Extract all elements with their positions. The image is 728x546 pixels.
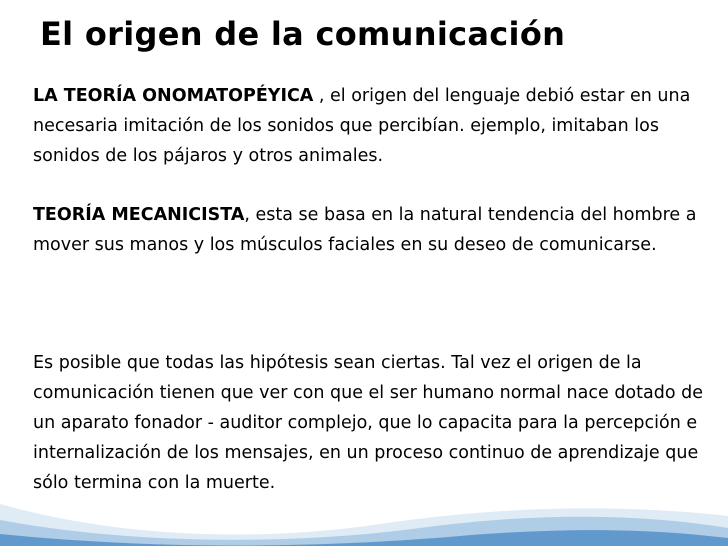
text-mecanicista: , esta se basa en la natural tendencia del hombre a mover sus manos y los músculos faciales en su deseo de comunicarse. [33,205,697,255]
paragraph-conclusion [33,348,723,498]
heading-mecanicista: TEORÍA MECANICISTA [33,205,245,225]
wave-light [0,504,728,546]
text-conclusion: Es posible que todas las hipótesis sean ciertas. Tal vez el origen de la comunicación tienen que ver con que el ser humano normal nace dotado de un aparato fonador - auditor complejo, que lo capacita para la percepción e internalización de los mensajes, en un proceso continuo de aprendizaje que sólo termina con la muerte. [33,353,703,493]
wave-mid [0,517,728,546]
wave-dark [0,530,728,546]
text-onomatopeyica: , el origen del lenguaje debió estar en una necesaria imitación de los sonidos que percibían. ejemplo, imitaban los sonidos de los pájaros y otros animales. [33,86,691,166]
paragraph-mecanicista [33,200,723,260]
slide-title: El origen de la comunicación [40,15,566,53]
heading-onomatopeyica: LA TEORÍA ONOMATOPÉYICA [33,86,314,106]
paragraph-onomatopeyica [33,81,723,171]
